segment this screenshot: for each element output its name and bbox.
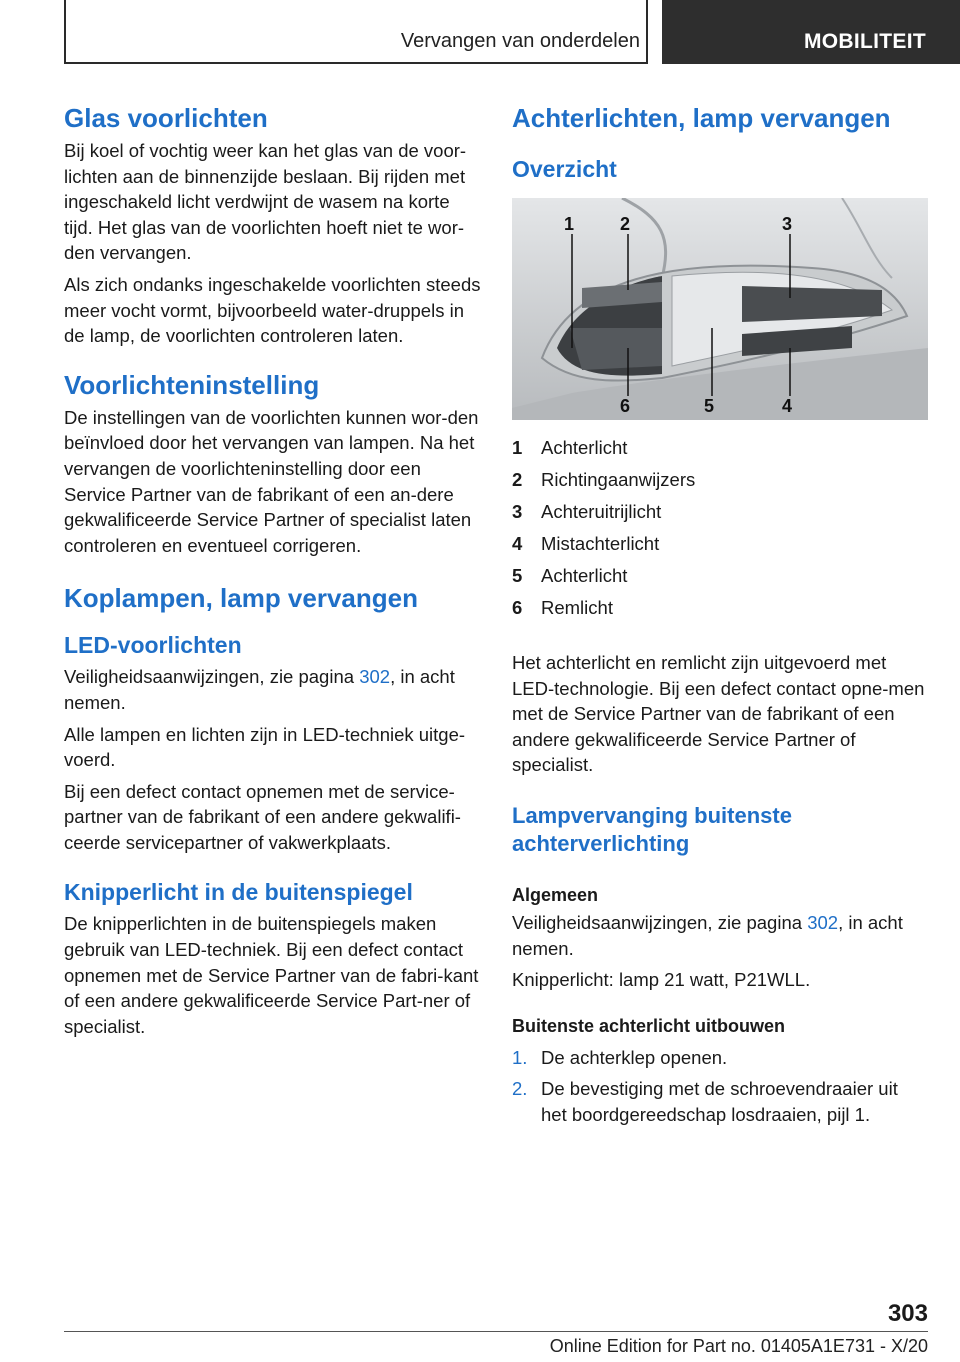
step-item: 1. De achterklep openen. bbox=[512, 1046, 728, 1068]
callout-1: 1 bbox=[564, 214, 575, 234]
footer-edition: Online Edition for Part no. 01405A1E731 - X/20 bbox=[549, 1336, 928, 1356]
page-link-302[interactable]: 302 bbox=[807, 911, 839, 933]
paragraph: Alle lampen en lichten zijn in LED-techniek uitge-voerd. bbox=[64, 723, 466, 771]
legend-item: 6 Remlicht bbox=[512, 597, 613, 618]
paragraph-safety-ref: Veiligheidsaanwijzingen, zie pagina 302, in acht nemen. bbox=[64, 666, 455, 713]
heading-overzicht: Overzicht bbox=[512, 156, 617, 182]
paragraph: Als zich ondanks ingeschakelde voorlichten steeds meer vocht vormt, bijvoorbeeld water-druppels in de lamp, de voorlichten controleren laten. bbox=[64, 273, 481, 347]
legend-item: 5 Achterlicht bbox=[512, 565, 628, 586]
heading-voorlichteninstelling: Voorlichteninstelling bbox=[64, 369, 320, 400]
paragraph: Knipperlicht: lamp 21 watt, P21WLL. bbox=[512, 969, 811, 991]
header-chapter-tab: MOBILITEIT bbox=[662, 0, 960, 64]
taillight-diagram bbox=[512, 198, 928, 420]
legend-item: 1 Achterlicht bbox=[512, 437, 628, 458]
callout-4: 4 bbox=[782, 396, 793, 416]
paragraph: Het achterlicht en remlicht zijn uitgevoerd met LED-technologie. Bij een defect contact opne-men met de Service Partner van de fabrikant of een andere gekwalificeerde Service Partner of specialist. bbox=[512, 652, 925, 776]
paragraph: Bij koel of vochtig weer kan het glas van de voor-lichten aan de binnenzijde beslaan. Bij rijden met ingeschakeld licht verdwijnt de wasem na korte tijd. Het glas van de voorlichten hoeft niet te wor-den vervangen. bbox=[64, 140, 467, 264]
heading-knipperlicht: Knipperlicht in de buitenspiegel bbox=[64, 879, 413, 906]
heading-uitbouwen: Buitenste achterlicht uitbouwen bbox=[512, 1015, 786, 1036]
paragraph: De knipperlichten in de buitenspiegels maken gebruik van LED-techniek. Bij een defect contact opnemen met de Service Partner van de fabri-kant of een andere gekwalificeerde Service Part-ner of specialist. bbox=[64, 913, 479, 1037]
legend-item: 4 Mistachterlicht bbox=[512, 533, 660, 554]
heading-led-voorlichten: LED-voorlichten bbox=[64, 632, 242, 659]
heading-achterlichten: Achterlichten, lamp vervangen bbox=[512, 103, 891, 133]
heading-glas-voorlichten: Glas voorlichten bbox=[64, 103, 268, 133]
heading-koplampen: Koplampen, lamp vervangen bbox=[64, 583, 418, 614]
callout-5: 5 bbox=[704, 396, 715, 416]
header-section-title: Vervangen van onderdelen bbox=[400, 30, 640, 52]
page-number: 303 bbox=[887, 1300, 928, 1327]
right-column bbox=[512, 100, 928, 1134]
footer-divider bbox=[64, 1331, 928, 1332]
step-item: 2. De bevestiging met de schroevendraaier uit het boordgereedschap losdraaien, pijl 1. bbox=[512, 1078, 898, 1125]
legend-item: 3 Achteruitrijlicht bbox=[512, 501, 662, 522]
callout-2: 2 bbox=[620, 214, 631, 234]
step-list bbox=[512, 1045, 928, 1128]
paragraph: Bij een defect contact opnemen met de service-partner van de fabrikant of een andere gekwalifi-ceerde servicepartner of vakwerkplaats. bbox=[64, 780, 461, 853]
callout-3: 3 bbox=[782, 214, 793, 234]
heading-algemeen: Algemeen bbox=[512, 884, 599, 905]
page-link-302[interactable]: 302 bbox=[359, 666, 391, 688]
legend-item: 2 Richtingaanwijzers bbox=[512, 469, 696, 490]
taillight-illustration bbox=[512, 198, 928, 420]
callout-6: 6 bbox=[620, 396, 631, 416]
paragraph-safety-ref: Veiligheidsaanwijzingen, zie pagina 302, in acht nemen. bbox=[512, 911, 903, 959]
figure-legend bbox=[512, 432, 928, 624]
heading-lampvervanging: Lampvervanging buitenste achterverlichting bbox=[512, 802, 792, 856]
left-column bbox=[64, 100, 482, 1039]
paragraph: De instellingen van de voorlichten kunnen wor-den beïnvloed door het vervangen van lampen. Na het vervangen de voorlichteninstelling door een Service Partner van de fabrikant of een an-dere gekwalificeerde Service Partner of specialist laten controleren en eventueel corrigeren. bbox=[64, 406, 479, 556]
